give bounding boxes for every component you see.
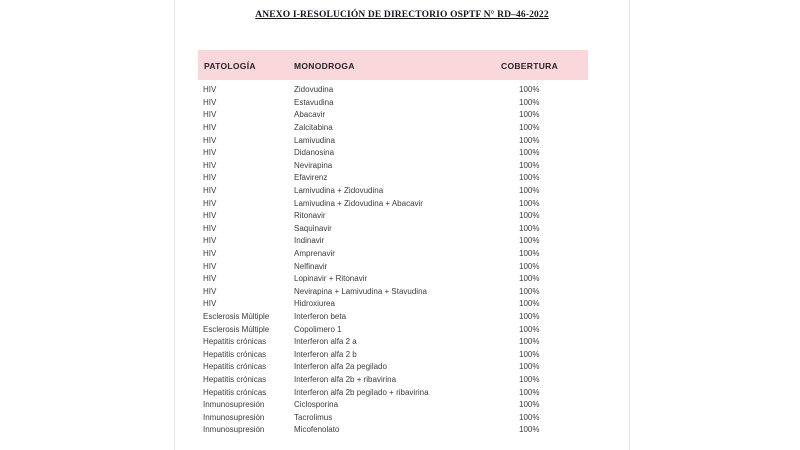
cell-patologia: HIV: [203, 223, 217, 233]
cell-cobertura: 100%: [519, 400, 540, 410]
cell-patologia: Esclerosis Múltiple: [203, 311, 270, 321]
cell-cobertura: 100%: [519, 349, 540, 359]
cell-monodroga: Lamivudina + Zidovudina + Abacavir: [294, 198, 423, 208]
cell-patologia: Hepatitis crónicas: [203, 349, 267, 359]
cell-patologia: HIV: [203, 236, 217, 246]
table-row: [203, 109, 588, 122]
cell-cobertura: 100%: [519, 198, 540, 208]
coverage-table: [198, 50, 588, 437]
table-row: [203, 84, 588, 97]
cell-patologia: HIV: [203, 198, 217, 208]
cell-monodroga: Hidroxiurea: [294, 299, 335, 309]
table-row: [203, 235, 588, 248]
cell-patologia: HIV: [203, 135, 217, 145]
cell-patologia: Hepatitis crónicas: [203, 387, 267, 397]
cell-cobertura: 100%: [519, 110, 540, 120]
cell-cobertura: 100%: [519, 274, 540, 284]
table-row: [203, 298, 588, 311]
cell-cobertura: 100%: [519, 362, 540, 372]
cell-monodroga: Ciclosporina: [294, 400, 339, 410]
cell-monodroga: Saquinavir: [294, 223, 332, 233]
cell-patologia: HIV: [203, 160, 217, 170]
cell-patologia: Inmunosupresión: [203, 412, 265, 422]
cell-monodroga: Zalcitabina: [294, 123, 333, 133]
column-header-patologia: PATOLOGÍA: [204, 61, 256, 71]
cell-cobertura: 100%: [519, 412, 540, 422]
cell-cobertura: 100%: [519, 299, 540, 309]
cell-monodroga: Interferon alfa 2 a: [294, 337, 357, 347]
cell-monodroga: Zidovudina: [294, 85, 334, 95]
table-header-row: [198, 50, 588, 80]
cell-cobertura: 100%: [519, 173, 540, 183]
cell-cobertura: 100%: [519, 97, 540, 107]
table-row: [203, 348, 588, 361]
cell-monodroga: Indinavir: [294, 236, 325, 246]
cell-patologia: Inmunosupresión: [203, 425, 265, 435]
table-row: [203, 134, 588, 147]
cell-monodroga: Nevirapina + Lamivudina + Stavudina: [294, 286, 427, 296]
table-row: [203, 197, 588, 210]
cell-monodroga: Micofenolato: [294, 425, 340, 435]
cell-patologia: HIV: [203, 261, 217, 271]
table-row: [203, 311, 588, 324]
table-row: [203, 361, 588, 374]
table-row: [203, 399, 588, 412]
cell-patologia: HIV: [203, 286, 217, 296]
cell-cobertura: 100%: [519, 374, 540, 384]
cell-cobertura: 100%: [519, 337, 540, 347]
cell-cobertura: 100%: [519, 123, 540, 133]
cell-patologia: HIV: [203, 299, 217, 309]
table-row: [203, 386, 588, 399]
cell-monodroga: Lamivudina: [294, 135, 335, 145]
cell-monodroga: Nelfinavir: [294, 261, 328, 271]
cell-monodroga: Ritonavir: [294, 211, 326, 221]
cell-cobertura: 100%: [519, 160, 540, 170]
cell-patologia: HIV: [203, 148, 217, 158]
cell-monodroga: Lopinavir + Ritonavir: [294, 274, 368, 284]
cell-patologia: Inmunosupresión: [203, 400, 265, 410]
cell-cobertura: 100%: [519, 236, 540, 246]
table-row: [203, 248, 588, 261]
cell-monodroga: Abacavir: [294, 110, 326, 120]
cell-patologia: HIV: [203, 211, 217, 221]
cell-cobertura: 100%: [519, 249, 540, 259]
table-row: [203, 122, 588, 135]
cell-patologia: Esclerosis Múltiple: [203, 324, 270, 334]
cell-monodroga: Didanosina: [294, 148, 335, 158]
cell-cobertura: 100%: [519, 148, 540, 158]
table-row: [203, 97, 588, 110]
cell-cobertura: 100%: [519, 286, 540, 296]
cell-patologia: Hepatitis crónicas: [203, 362, 267, 372]
cell-cobertura: 100%: [519, 261, 540, 271]
cell-patologia: HIV: [203, 249, 217, 259]
cell-monodroga: Tacrolimus: [294, 412, 333, 422]
cell-patologia: HIV: [203, 173, 217, 183]
table-row: [203, 160, 588, 173]
cell-cobertura: 100%: [519, 85, 540, 95]
cell-cobertura: 100%: [519, 186, 540, 196]
table-row: [203, 172, 588, 185]
table-row: [203, 210, 588, 223]
cell-cobertura: 100%: [519, 324, 540, 334]
cell-cobertura: 100%: [519, 425, 540, 435]
table-row: [203, 286, 588, 299]
document-title: ANEXO I-RESOLUCIÓN DE DIRECTORIO OSPTF N° RD–46-2022: [255, 10, 549, 20]
cell-patologia: HIV: [203, 186, 217, 196]
cell-patologia: Hepatitis crónicas: [203, 374, 267, 384]
document-page: [174, 0, 630, 450]
cell-monodroga: Interferon alfa 2 b: [294, 349, 357, 359]
table-row: [203, 411, 588, 424]
column-header-cobertura: COBERTURA: [501, 61, 559, 71]
cell-patologia: HIV: [203, 110, 217, 120]
cell-monodroga: Interferon alfa 2a pegilado: [294, 362, 387, 372]
cell-monodroga: Interferon alfa 2b pegilado + ribavirina: [294, 387, 429, 397]
cell-cobertura: 100%: [519, 311, 540, 321]
table-row: [203, 273, 588, 286]
table-row: [203, 260, 588, 273]
table-row: [203, 424, 588, 437]
cell-monodroga: Amprenavir: [294, 249, 335, 259]
cell-patologia: Hepatitis crónicas: [203, 337, 267, 347]
table-row: [203, 374, 588, 387]
table-body: [198, 84, 588, 437]
cell-monodroga: Copolimero 1: [294, 324, 342, 334]
cell-patologia: HIV: [203, 85, 217, 95]
cell-patologia: HIV: [203, 97, 217, 107]
table-row: [203, 336, 588, 349]
cell-patologia: HIV: [203, 274, 217, 284]
cell-monodroga: Interferon alfa 2b + ribavirina: [294, 374, 397, 384]
cell-monodroga: Nevirapina: [294, 160, 333, 170]
cell-cobertura: 100%: [519, 223, 540, 233]
table-row: [203, 185, 588, 198]
cell-monodroga: Lamivudina + Zidovudina: [294, 186, 384, 196]
cell-monodroga: Efavirenz: [294, 173, 328, 183]
cell-cobertura: 100%: [519, 211, 540, 221]
cell-monodroga: Interferon beta: [294, 311, 347, 321]
table-row: [203, 323, 588, 336]
cell-monodroga: Estavudina: [294, 97, 334, 107]
column-header-monodroga: MONODROGA: [294, 61, 355, 71]
cell-cobertura: 100%: [519, 387, 540, 397]
cell-patologia: HIV: [203, 123, 217, 133]
cell-cobertura: 100%: [519, 135, 540, 145]
table-row: [203, 147, 588, 160]
table-row: [203, 223, 588, 236]
